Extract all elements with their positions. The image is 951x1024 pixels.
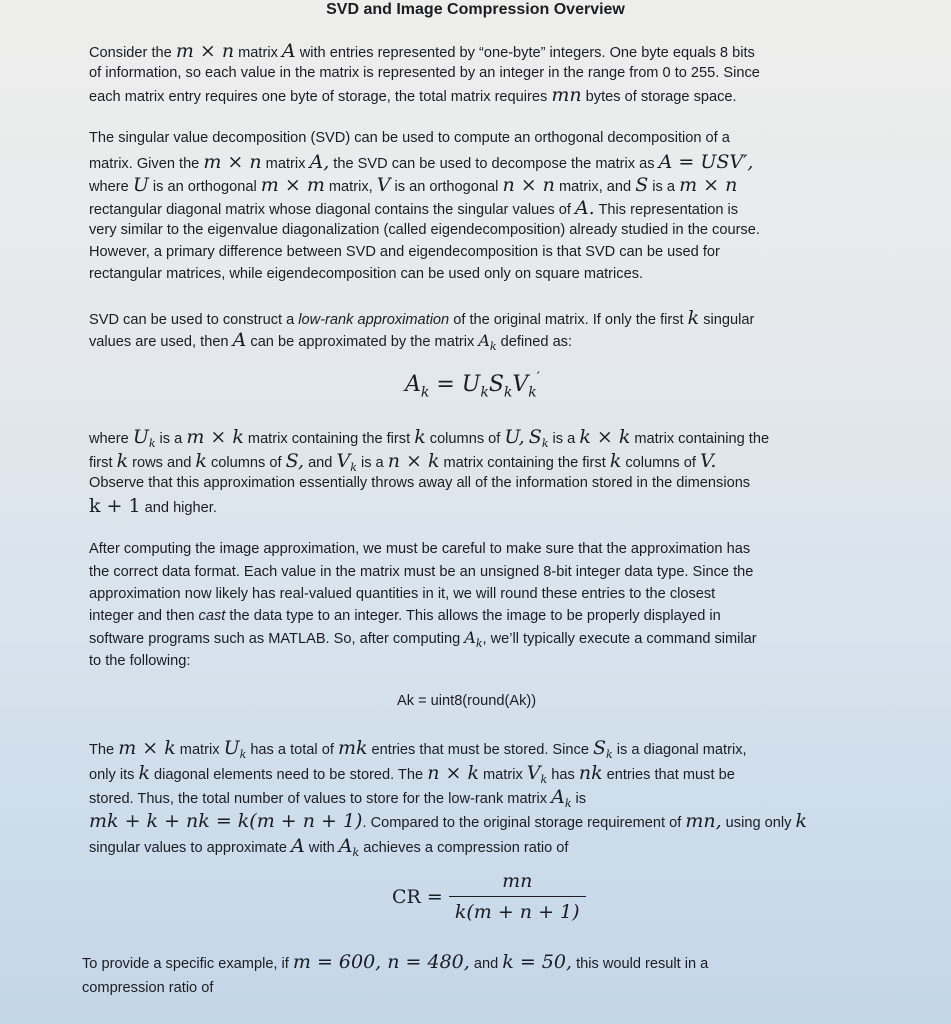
p3-line1: SVD can be used to construct a low-rank approximation of the original matrix. If only the first k singular [89,307,755,329]
p6-line3: stored. Thus, the total number of values to store for the low-rank matrix $A_k$ is [89,786,587,810]
code-command: Ak = uint8(round(Ak)) [397,693,537,709]
p7-line1: To provide a specific example, if m = 600, n = 480, and k = 50, this would result in a [82,951,709,973]
p5-line2: the correct data format. Each value in the matrix must be an unsigned 8-bit integer data type. Since the [89,564,754,580]
p6-line1: The m × k matrix $U_k$ has a total of mk entries that must be stored. Since $S_k$ is a diagonal matrix, [89,737,747,761]
p4-line3: Observe that this approximation essentially throws away all of the information stored in the dimensions [89,475,751,491]
p1-line3: each matrix entry requires one byte of storage, the total matrix requires mn bytes of storage space. [89,84,737,106]
p4-line4: k + 1 and higher. [89,495,217,517]
p2-line5: very similar to the eigenvalue diagonalization (called eigendecomposition) already studied in the course. [89,222,760,238]
equation-compression-ratio: CR = $\frac{mn}{k(m + n + 1)}$ [392,870,586,923]
p2-line4: rectangular diagonal matrix whose diagonal contains the singular values of A. This representation is [89,197,739,219]
equation-low-rank: $A_k = U_kS_kV_k'$ [405,370,540,401]
p5-line1: After computing the image approximation, we must be careful to make sure that the approximation has [89,541,751,557]
p7-line2: compression ratio of [82,980,214,996]
p5-line3: approximation now likely has real-valued quantities in it, we will round these entries to the closest [89,586,716,602]
p4-line1: where $U_k$ is a m × k matrix containing the first k columns of U, $S_k$ is a k × k matrix containing the [89,426,770,450]
p2-line6: However, a primary difference between SVD and eigendecomposition is that SVD can be used for [89,244,720,260]
p4-line2: first k rows and k columns of S, and $V_k$ is a n × k matrix containing the first k columns of V. [89,450,717,474]
p6-line2: only its k diagonal elements need to be stored. The n × k matrix $V_k$ has nk entries that must be [89,762,735,786]
cr-fraction: $\frac{mn}{k(m + n + 1)}$ [449,870,586,923]
p2-line3: where U is an orthogonal m × m matrix, V is an orthogonal n × n matrix, and S is a m × n [89,174,738,196]
p2-line2: matrix. Given the m × n matrix A, the SVD can be used to decompose the matrix as A = USV′, [89,151,754,173]
p2-line1: The singular value decomposition (SVD) can be used to compute an orthogonal decomposition of a [89,130,730,146]
p1-line1: Consider the m × n matrix A with entries represented by “one-byte” integers. One byte equals 8 bits [89,40,755,62]
page-title: SVD and Image Compression Overview [326,1,625,18]
p6-line4: mk + k + nk = k(m + n + 1). Compared to the original storage requirement of mn, using only k [89,810,807,832]
p3-line2: values are used, then A can be approximated by the matrix $A_k$ defined as: [89,329,573,353]
p2-line7: rectangular matrices, while eigendecomposition can be used only on square matrices. [89,266,644,282]
p1-line2: of information, so each value in the matrix is represented by an integer in the range from 0 to 255. Since [89,65,760,81]
p5-line5: software programs such as MATLAB. So, after computing $A_k$, we’ll typically execute a command similar [89,628,757,650]
p5-line6: to the following: [89,653,191,669]
p6-line5: singular values to approximate A with $A_k$ achieves a compression ratio of [89,835,569,859]
p5-line4: integer and then cast the data type to an integer. This allows the image to be properly displayed in [89,608,721,624]
